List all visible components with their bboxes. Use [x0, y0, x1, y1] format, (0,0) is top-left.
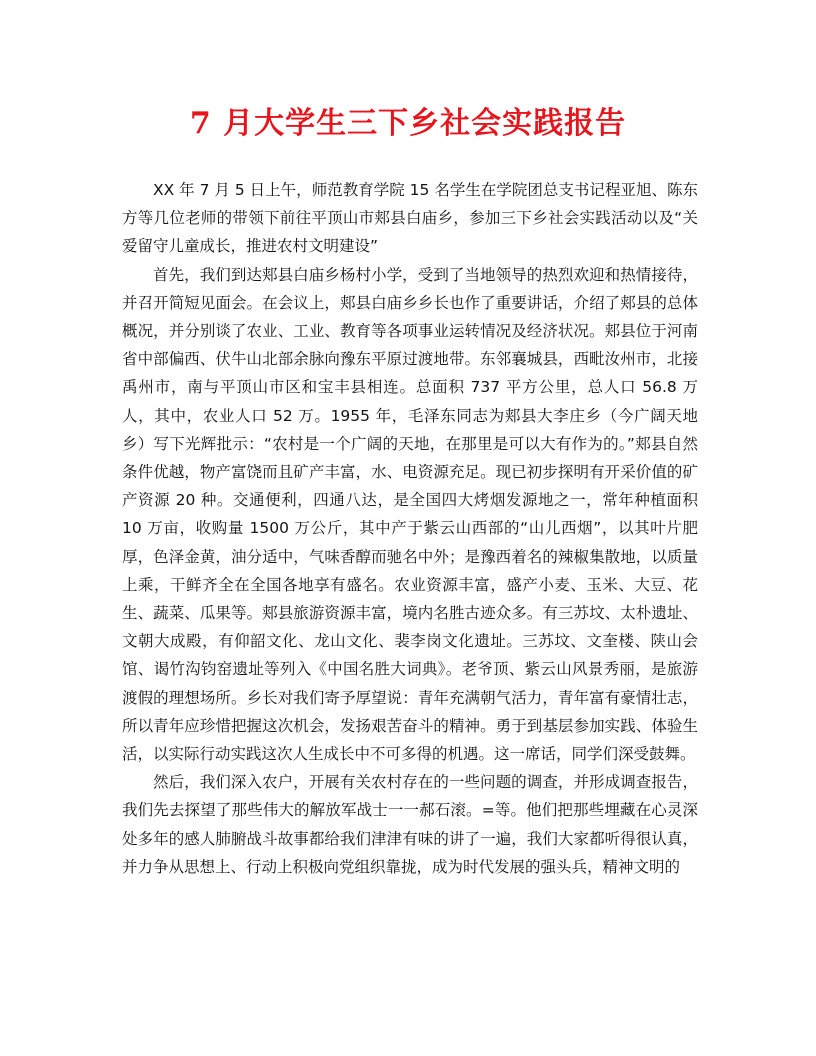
paragraph-intro: XX 年 7 月 5 日上午，师范教育学院 15 名学生在学院团总支书记程亚旭、陈东方等几位老师的带领下前往平顶山市郏县白庙乡，参加三下乡社会实践活动以及“关爱留守儿童成长，推进农村文明建设” — [122, 181, 698, 256]
document-body — [122, 176, 698, 881]
paragraph-household-visits: 然后，我们深入农户，开展有关农村存在的一些问题的调查，并形成调查报告，我们先去探望了那些伟大的解放军战士一一郝石滚。=等。他们把那些埋藏在心灵深处多年的感人肺腑战斗故事都给我们津津有味的讲了一遍，我们大家都听得很认真，并力争从思想上、行动上积极向党组织靠拢，成为时代发展的强头兵，精神文明的 — [122, 773, 698, 876]
document-title: 7 月大学生三下乡社会实践报告 — [189, 106, 627, 141]
paragraph-county-overview: 首先，我们到达郏县白庙乡杨村小学，受到了当地领导的热烈欢迎和热情接待，并召开简短见面会。在会议上，郏县白庙乡乡长也作了重要讲话，介绍了郏县的总体概况，并分别谈了农业、工业、教育等各项事业运转情况及经济状况。郏县位于河南省中部偏西、伏牛山北部余脉向豫东平原过渡地带。东邻襄城县，西毗汝州市，北接禹州市，南与平顶山市区和宝丰县相连。总面积 737 平方公里，总人口 56.8 万人，其中，农业人口 52 万。1955 年，毛泽东同志为郏县大李庄乡（今广阔天地乡）写下光辉批示：“农村是一个广阔的天地，在那里是可以大有作为的。”郏县自然条件优越，物产富饶而且矿产丰富，水、电资源充足。现已初步探明有开采价值的矿产资源 20 种。交通便利，四通八达，是全国四大烤烟发源地之一，常年种植面积 10 万亩，收购量 1500 万公斤，其中产于紫云山西部的“山儿西烟”，以其叶片肥厚，色泽金黄，油分适中，气味香醇而驰名中外；是豫西着名的辣椒集散地，以质量上乘，干鲜齐全在全国各地享有盛名。农业资源丰富，盛产小麦、玉米、大豆、花生、蔬菜、瓜果等。郏县旅游资源丰富，境内名胜古迹众多。有三苏坟、太朴遗址、文朝大成殿，有仰韶文化、龙山文化、裴李岗文化遗址。三苏坟、文奎楼、陕山会馆、谒竹沟钧窑遗址等列入《中国名胜大词典》。老爷顶、紫云山风景秀丽，是旅游渡假的理想场所。乡长对我们寄予厚望说：青年充满朝气活力，青年富有豪情壮志，所以青年应珍惜把握这次机会，发扬艰苦奋斗的精神。勇于到基层参加实践、体验生活，以实际行动实践这次人生成长中不可多得的机遇。这一席话，同学们深受鼓舞。 — [122, 265, 698, 764]
